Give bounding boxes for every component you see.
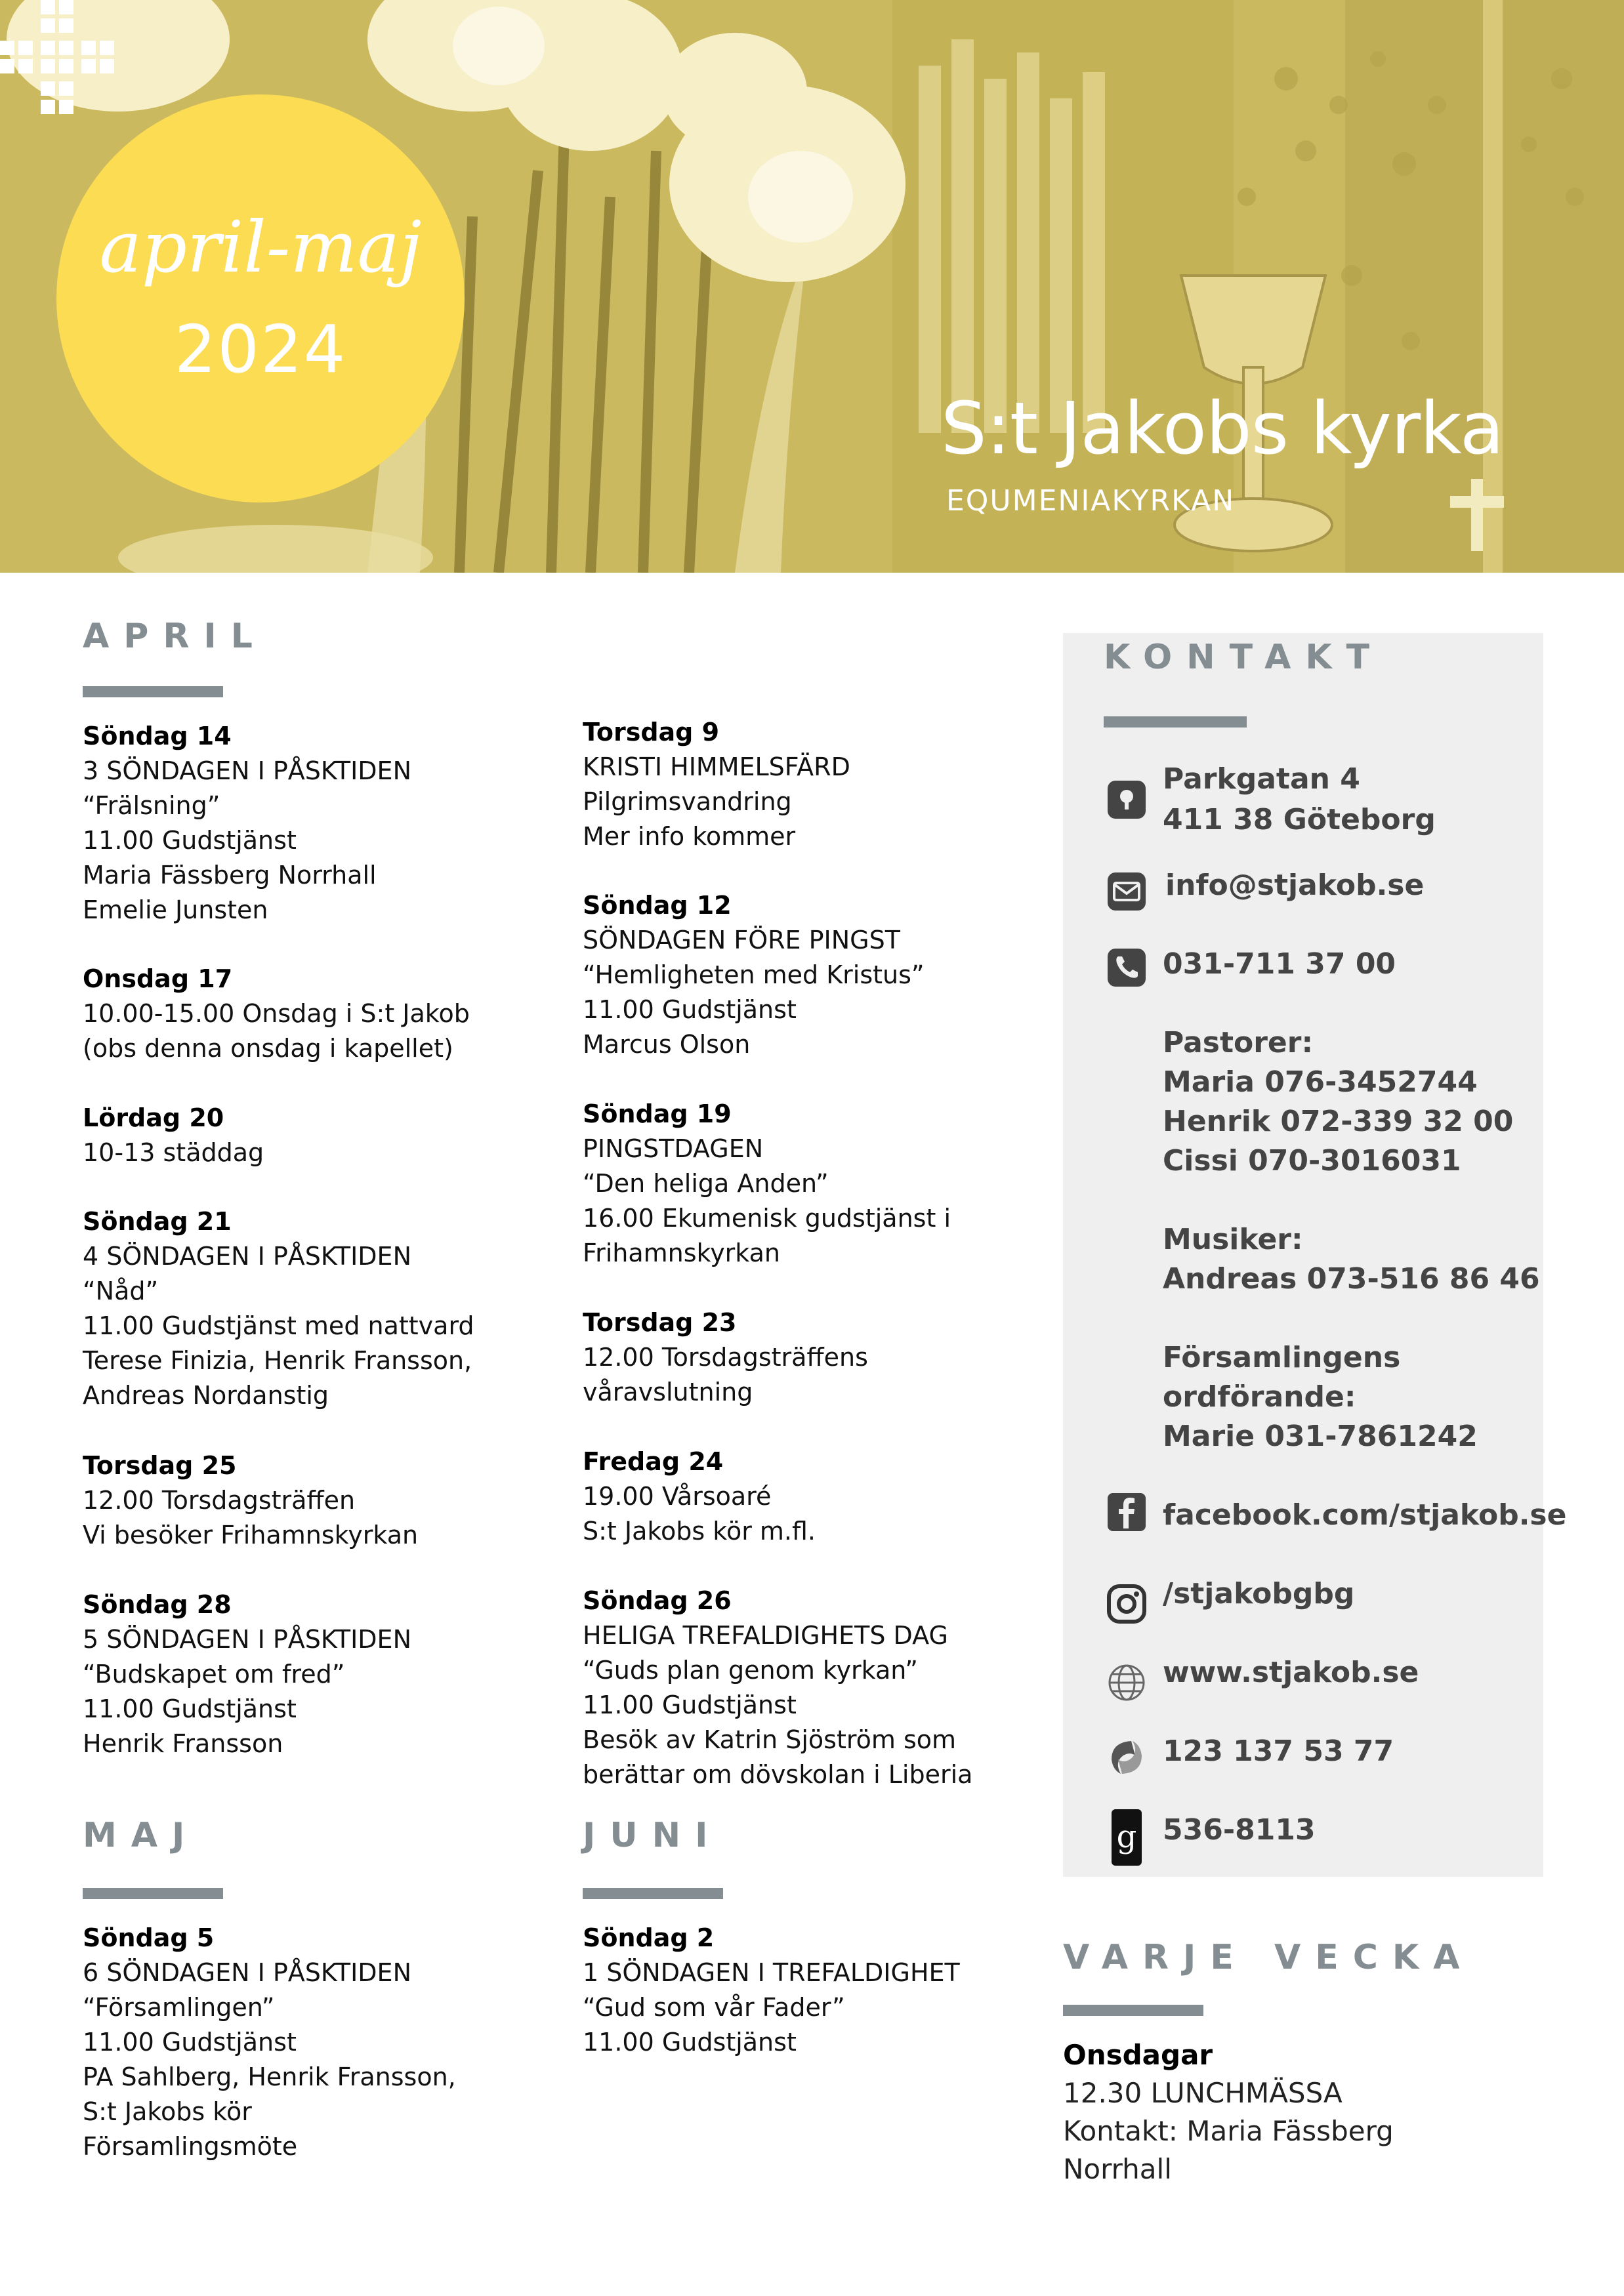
event-line: 3 SÖNDAGEN I PÅSKTIDEN xyxy=(83,756,411,785)
event-maj-24 xyxy=(583,1445,1068,1549)
event-april-25 xyxy=(83,1448,568,1553)
event-day: Torsdag 25 xyxy=(83,1451,237,1480)
event-line: 11.00 Gudstjänst med nattvard xyxy=(83,1311,474,1340)
april-rule xyxy=(83,686,223,697)
weekly-rule xyxy=(1063,2005,1203,2016)
musician-andreas: Andreas 073-516 86 46 xyxy=(1163,1262,1540,1296)
event-line: PINGSTDAGEN xyxy=(583,1134,764,1163)
bankgiro-icon xyxy=(1105,1808,1148,1867)
event-maj-23 xyxy=(583,1305,1068,1410)
event-day: Söndag 12 xyxy=(583,891,732,920)
event-line: S:t Jakobs kör m.fl. xyxy=(583,1517,816,1546)
event-line: 11.00 Gudstjänst xyxy=(583,1691,797,1719)
musician-label: Musiker: xyxy=(1163,1223,1303,1256)
pastor-henrik: Henrik 072-339 32 00 xyxy=(1163,1105,1514,1138)
event-maj-19 xyxy=(583,1097,1068,1271)
event-april-21 xyxy=(83,1204,568,1413)
instagram-icon xyxy=(1105,1582,1148,1626)
event-line: Pilgrimsvandring xyxy=(583,787,792,816)
email-icon xyxy=(1105,870,1148,913)
swish-number: 123 137 53 77 xyxy=(1163,1734,1394,1768)
event-line: Besök av Katrin Sjöström som xyxy=(583,1725,957,1754)
weekly-heading: VARJE VECKA xyxy=(1063,1938,1474,1977)
brand-name: S:t Jakobs kyrka xyxy=(941,386,1504,470)
pastor-cissi: Cissi 070-3016031 xyxy=(1163,1144,1461,1178)
kontakt-rule xyxy=(1104,716,1247,728)
event-line: “Guds plan genom kyrkan” xyxy=(583,1656,918,1685)
event-april-28 xyxy=(83,1588,568,1761)
event-maj-26 xyxy=(583,1584,1068,1792)
event-day: Söndag 5 xyxy=(83,1923,215,1952)
event-line: Frihamnskyrkan xyxy=(583,1239,781,1267)
event-day: Onsdag 17 xyxy=(83,964,233,993)
event-line: 11.00 Gudstjänst xyxy=(83,2028,297,2057)
event-line: “Församlingen” xyxy=(83,1993,275,2022)
event-line: 11.00 Gudstjänst xyxy=(583,2028,797,2057)
globe-icon xyxy=(1105,1661,1148,1704)
event-line: Mer info kommer xyxy=(583,822,796,851)
maj-heading: MAJ xyxy=(83,1816,199,1855)
event-maj-9 xyxy=(583,715,1068,854)
event-day: Söndag 26 xyxy=(583,1586,732,1615)
event-line: KRISTI HIMMELSFÄRD xyxy=(583,752,850,781)
event-line: Terese Finizia, Henrik Fransson, xyxy=(83,1346,472,1375)
event-line: “Nåd” xyxy=(83,1277,159,1305)
chair-marie: Marie 031-7861242 xyxy=(1163,1420,1478,1453)
event-line: 11.00 Gudstjänst xyxy=(583,995,797,1024)
event-line: berättar om dövskolan i Liberia xyxy=(583,1760,973,1789)
event-line: “Gud som vår Fader” xyxy=(583,1993,845,2022)
event-line: SÖNDAGEN FÖRE PINGST xyxy=(583,926,900,954)
april-heading: APRIL xyxy=(83,617,267,656)
event-day: Lördag 20 xyxy=(83,1103,224,1132)
event-line: “Budskapet om fred” xyxy=(83,1660,345,1689)
event-line: S:t Jakobs kör xyxy=(83,2097,252,2126)
church-cross-logo-icon xyxy=(0,0,115,115)
event-day: Torsdag 9 xyxy=(583,718,720,747)
event-line: 11.00 Gudstjänst xyxy=(83,1694,297,1723)
event-day: Söndag 21 xyxy=(83,1207,232,1236)
event-line: 12.00 Torsdagsträffen xyxy=(83,1486,356,1515)
chair-label-1: Församlingens xyxy=(1163,1341,1401,1374)
weekly-line: Norrhall xyxy=(1063,2153,1172,2185)
event-line: Emelie Junsten xyxy=(83,895,268,924)
kontakt-heading: KONTAKT xyxy=(1104,638,1385,677)
event-day: Söndag 2 xyxy=(583,1923,715,1952)
instagram-link[interactable]: /stjakobgbg xyxy=(1163,1577,1355,1610)
event-line: 4 SÖNDAGEN I PÅSKTIDEN xyxy=(83,1242,411,1271)
event-line: Församlingsmöte xyxy=(83,2132,298,2161)
bankgiro-number: 536-8113 xyxy=(1163,1813,1316,1847)
event-line: 10-13 städdag xyxy=(83,1138,264,1167)
event-april-14 xyxy=(83,719,568,928)
juni-rule xyxy=(583,1888,723,1899)
weekly-line: 12.30 LUNCHMÄSSA xyxy=(1063,2077,1343,2109)
header-photo xyxy=(0,0,1624,573)
event-line: Henrik Fransson xyxy=(83,1729,283,1758)
brand-subtitle: EQUMENIAKYRKAN xyxy=(946,484,1236,518)
maj-rule xyxy=(83,1888,223,1899)
svg-text:g: g xyxy=(1116,1818,1137,1855)
event-maj-12 xyxy=(583,888,1068,1062)
event-line: Vi besöker Frihamnskyrkan xyxy=(83,1521,419,1549)
event-line: våravslutning xyxy=(583,1378,753,1406)
event-line: Andreas Nordanstig xyxy=(83,1381,329,1410)
event-day: Söndag 14 xyxy=(83,722,232,750)
event-line: “Hemligheten med Kristus” xyxy=(583,960,925,989)
email-link[interactable]: info@stjakob.se xyxy=(1165,869,1425,902)
badge-months: april-maj xyxy=(99,207,422,289)
facebook-link[interactable]: facebook.com/stjakob.se xyxy=(1163,1498,1567,1532)
location-icon xyxy=(1105,778,1148,821)
event-day: Söndag 19 xyxy=(583,1099,732,1128)
event-line: Marcus Olson xyxy=(583,1030,751,1059)
event-april-17 xyxy=(83,962,568,1066)
event-day: Fredag 24 xyxy=(583,1447,724,1476)
website-link[interactable]: www.stjakob.se xyxy=(1163,1656,1419,1689)
event-line: “Den heliga Anden” xyxy=(583,1169,829,1198)
event-line: 10.00-15.00 Onsdag i S:t Jakob xyxy=(83,999,470,1028)
event-april-20 xyxy=(83,1101,568,1170)
event-line: 5 SÖNDAGEN I PÅSKTIDEN xyxy=(83,1625,411,1654)
event-line: 16.00 Ekumenisk gudstjänst i xyxy=(583,1204,951,1233)
badge-year: 2024 xyxy=(174,310,347,388)
phone-icon xyxy=(1105,946,1148,989)
event-day: Torsdag 23 xyxy=(583,1308,737,1337)
event-juni-2 xyxy=(583,1921,1068,2060)
juni-heading: JUNI xyxy=(583,1816,722,1855)
event-line: 6 SÖNDAGEN I PÅSKTIDEN xyxy=(83,1958,411,1987)
address-street: Parkgatan 4 xyxy=(1163,762,1360,796)
facebook-icon xyxy=(1105,1490,1148,1534)
event-line: PA Sahlberg, Henrik Fransson, xyxy=(83,2062,456,2091)
event-day: Söndag 28 xyxy=(83,1590,232,1619)
event-line: “Frälsning” xyxy=(83,791,220,820)
phone-number[interactable]: 031-711 37 00 xyxy=(1163,947,1396,981)
weekly-day: Onsdagar xyxy=(1063,2039,1213,2071)
event-line: Maria Fässberg Norrhall xyxy=(83,861,377,890)
event-line: (obs denna onsdag i kapellet) xyxy=(83,1034,453,1063)
event-line: 12.00 Torsdagsträffens xyxy=(583,1343,868,1372)
swish-icon xyxy=(1105,1736,1148,1779)
date-badge xyxy=(56,94,465,502)
pastor-maria: Maria 076-3452744 xyxy=(1163,1065,1478,1099)
event-line: HELIGA TREFALDIGHETS DAG xyxy=(583,1621,948,1650)
event-maj-5 xyxy=(83,1921,568,2164)
event-line: 19.00 Vårsoaré xyxy=(583,1482,772,1511)
weekly-line: Kontakt: Maria Fässberg xyxy=(1063,2115,1394,2147)
pastors-label: Pastorer: xyxy=(1163,1026,1314,1059)
event-line: 1 SÖNDAGEN I TREFALDIGHET xyxy=(583,1958,960,1987)
chair-label-2: ordförande: xyxy=(1163,1380,1356,1414)
address-city: 411 38 Göteborg xyxy=(1163,803,1436,836)
weekly-event xyxy=(1063,2036,1562,2188)
event-line: 11.00 Gudstjänst xyxy=(83,826,297,855)
